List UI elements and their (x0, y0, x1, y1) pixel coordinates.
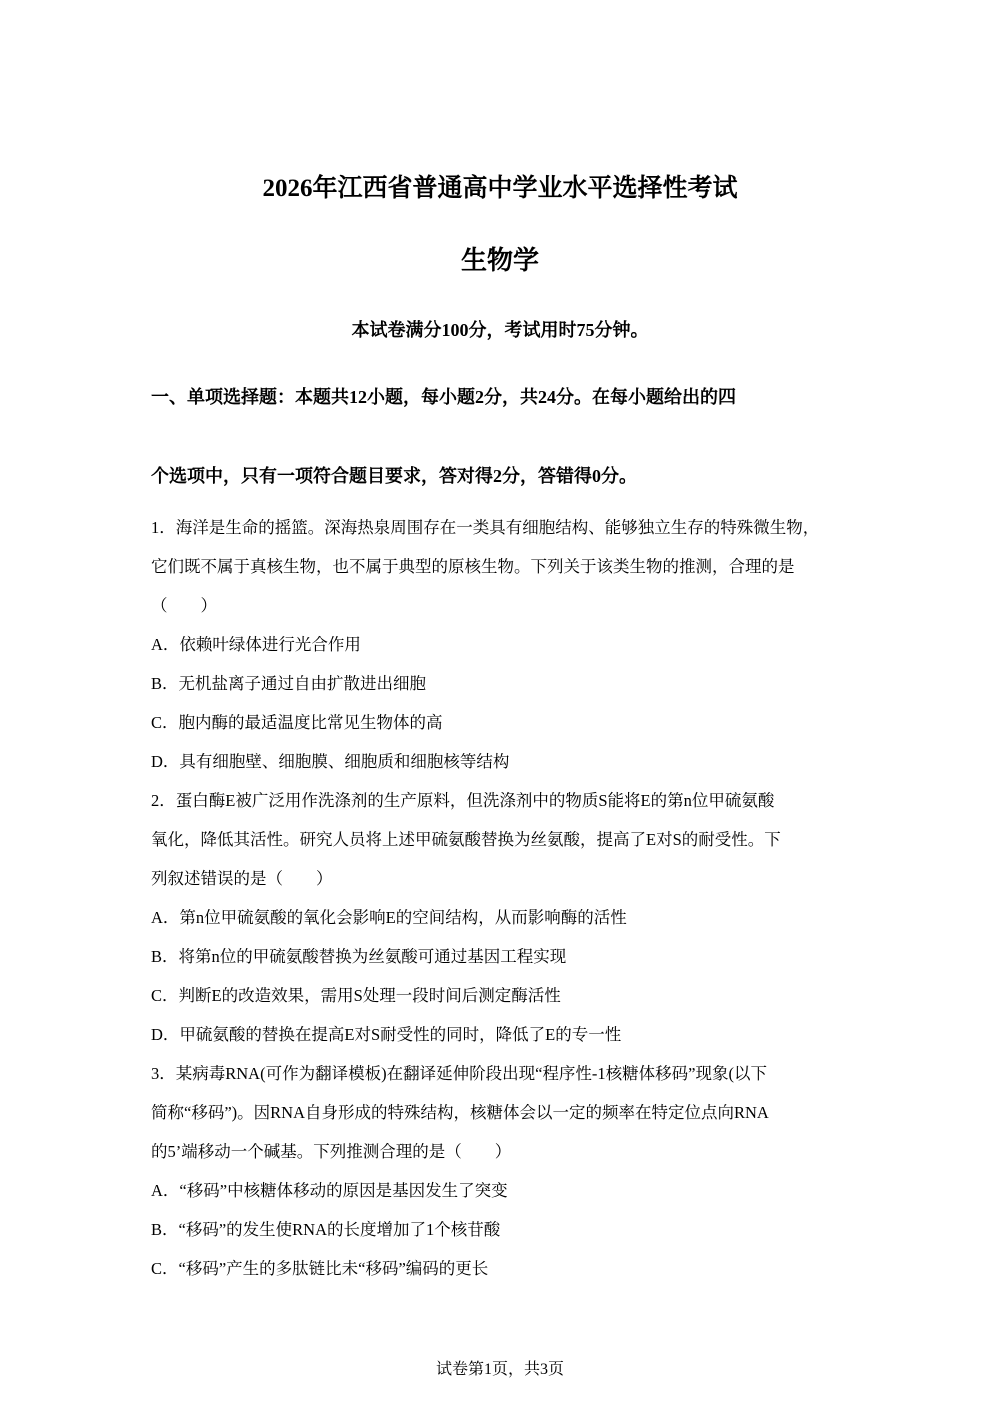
question-2-stem-line-2: 氧化，降低其活性。研究人员将上述甲硫氨酸替换为丝氨酸，提高了E对S的耐受性。下 (151, 830, 781, 849)
page-footer: 试卷第1页，共3页 (435, 1361, 564, 1378)
question-1-answer-blank: （ ） (151, 596, 217, 615)
question-3-stem-line-2: 简称“移码”)。因RNA自身形成的特殊结构，核糖体会以一定的频率在特定位点向RNA (151, 1103, 769, 1122)
exam-title: 2026年江西省普通高中学业水平选择性考试 (262, 175, 738, 202)
section-heading-line-2: 个选项中，只有一项符合题目要求，答对得2分，答错得0分。 (151, 466, 637, 486)
question-2-option-c: C．判断E的改造效果，需用S处理一段时间后测定酶活性 (151, 986, 561, 1005)
question-2-option-a: A．第n位甲硫氨酸的氧化会影响E的空间结构，从而影响酶的活性 (151, 908, 627, 927)
question-1-option-a: A．依赖叶绿体进行光合作用 (151, 635, 361, 654)
question-1-option-c: C．胞内酶的最适温度比常见生物体的高 (151, 713, 443, 732)
question-1-option-b: B．无机盐离子通过自由扩散进出细胞 (151, 674, 427, 693)
subject-title: 生物学 (460, 246, 539, 275)
question-1-stem-line-1: 1．海洋是生命的摇篮。深海热泉周围存在一类具有细胞结构、能够独立生存的特殊微生物， (151, 518, 820, 537)
exam-instructions: 本试卷满分100分，考试用时75分钟。 (351, 320, 649, 340)
question-3-stem-line-1: 3．某病毒RNA(可作为翻译模板)在翻译延伸阶段出现“程序性-1核糖体移码”现象(以下 (151, 1064, 767, 1083)
question-3-stem-line-3: 的5’端移动一个碱基。下列推测合理的是（ ） (151, 1142, 512, 1161)
question-3-option-c: C．“移码”产生的多肽链比未“移码”编码的更长 (151, 1259, 489, 1278)
question-2-option-d: D．甲硫氨酸的替换在提高E对S耐受性的同时，降低了E的专一性 (151, 1025, 622, 1044)
section-heading-line-1: 一、单项选择题：本题共12小题，每小题2分，共24分。在每小题给出的四 (151, 387, 736, 407)
question-1-option-d: D．具有细胞壁、细胞膜、细胞质和细胞核等结构 (151, 752, 510, 771)
question-3-option-b: B．“移码”的发生使RNA的长度增加了1个核苷酸 (151, 1220, 501, 1239)
question-2-stem-line-3: 列叙述错误的是（ ） (151, 869, 333, 888)
question-2-stem-line-1: 2．蛋白酶E被广泛用作洗涤剂的生产原料，但洗涤剂中的物质S能将E的第n位甲硫氨酸 (151, 791, 775, 810)
question-1-stem-line-2: 它们既不属于真核生物，也不属于典型的原核生物。下列关于该类生物的推测，合理的是 (151, 557, 795, 576)
question-2-option-b: B．将第n位的甲硫氨酸替换为丝氨酸可通过基因工程实现 (151, 947, 567, 966)
question-3-option-a: A．“移码”中核糖体移动的原因是基因发生了突变 (151, 1181, 508, 1200)
